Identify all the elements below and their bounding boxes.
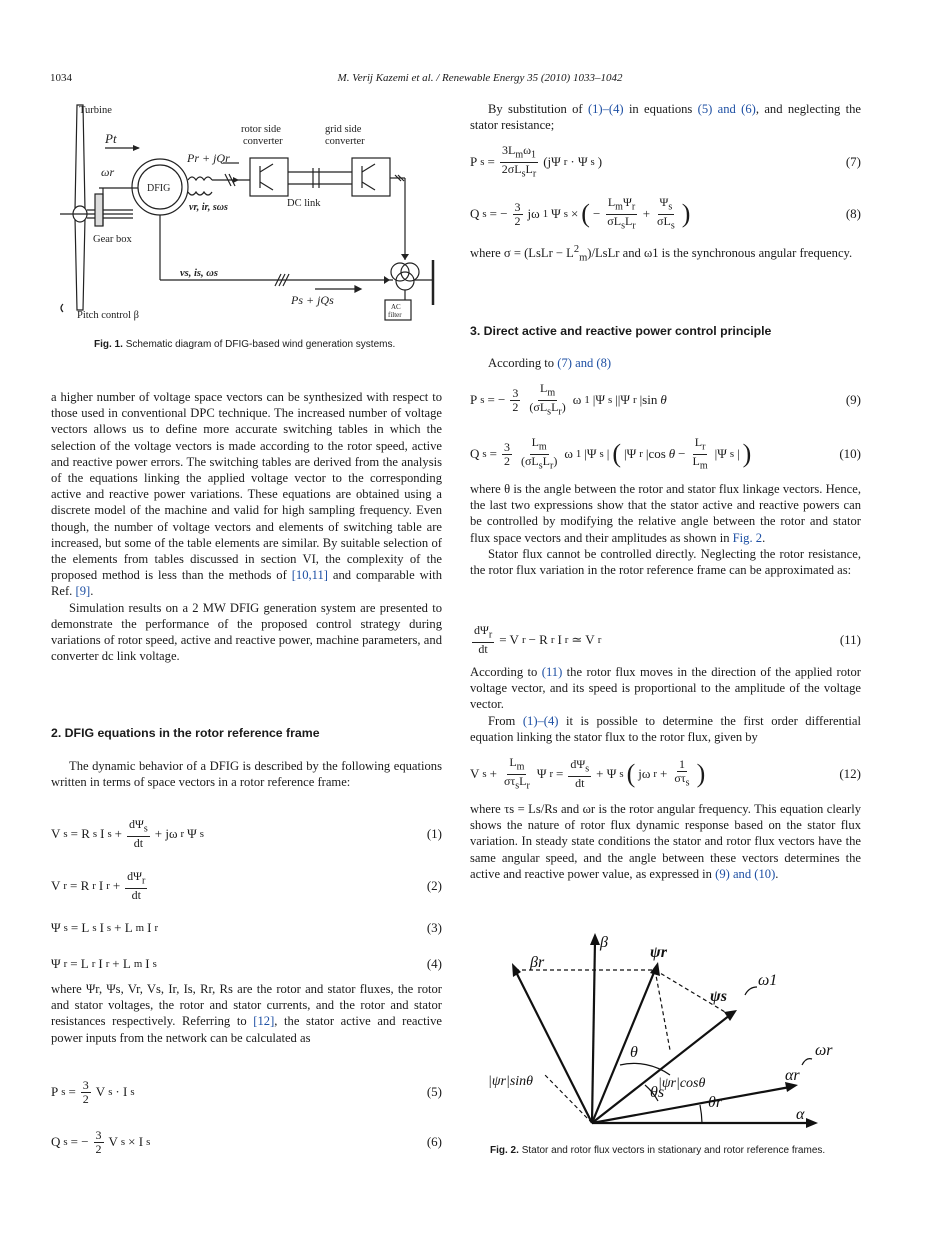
stator-flux-paragraph: Stator flux cannot be controlled directly. Neglecting the rotor resistance, the rotor flux variation in the rotor reference frame can be approximated as: (470, 546, 861, 578)
equation-6-number: (6) (426, 1134, 442, 1149)
equation-5: P s = $\frac{3}{2}$ V s · I s (5) (51, 1077, 442, 1106)
equation-8: Q s = − $\frac{3}{2}$ jω 1 Ψ s × ( − $\frac{L_m\Psi_r}{\sigma L_sL_r}$ + $\frac{\Psi_s}{\sigma L_s}$ ) (8) (470, 195, 861, 231)
section-2-heading: 2. DFIG equations in the rotor reference frame (51, 726, 320, 740)
substitution-paragraph: By substitution of (1)–(4) in equations (5) and (6), and neglecting the stator resistance; (470, 102, 861, 133)
fig1-label-rotor-side: rotor side (241, 124, 281, 135)
fig1-label-ps: Ps + jQs (291, 293, 334, 307)
fig2-caption-label: Fig. 2. (490, 1145, 519, 1156)
equation-4: Ψ r = L r I r + L m I s (4) (51, 956, 442, 971)
fig1-label-turbine: Turbine (79, 105, 112, 116)
equation-7: P s = $\frac{3L_m\omega_1}{2\sigma L_sL_r}$ (jΨ r · Ψ s ) (7) (470, 143, 861, 179)
equation-7-number: (7) (845, 154, 861, 169)
fig2-label-alpha: α (796, 1106, 805, 1123)
fig1-label-rotor-side-2: converter (243, 136, 283, 147)
fig1-label-vs: vs, is, ωs (180, 268, 218, 279)
ref-eq-5-6-link[interactable]: (5) and (6) (697, 102, 756, 116)
equation-1: V s = R s I s + $\frac{d\Psi_s}{dt}$ + jω r Ψ s (1) (51, 817, 442, 850)
equation-2: V r = R r I r + $\frac{d\Psi_r}{dt}$ (2) (51, 869, 442, 902)
equation-3: Ψ s = L s I s + L m I r (3) (51, 920, 442, 935)
equation-10: Q s = $\frac{3}{2}$ $\frac{L_m}{(\sigma L_sL_r)}$ ω 1 |Ψ s | ( |Ψ r |cos θ − $\frac{L_r}{L_m}$ |Ψ s | ) (10) (470, 435, 861, 471)
ref-12-link[interactable]: [12] (253, 1014, 275, 1029)
equation-12: V s + $\frac{L_m}{\sigma\tau_sL_r}$ Ψ r = $\frac{d\Psi_s}{dt}$ + Ψ s ( jω r + $\frac{1}{\sigma\tau_s}$ ) (12) (470, 755, 861, 791)
according-paragraph: According to (7) and (8) (488, 356, 612, 370)
page-number: 1034 (50, 72, 72, 84)
fig1-caption-text: Schematic diagram of DFIG-based wind generation systems. (125, 339, 396, 350)
equation-12-number: (12) (839, 766, 861, 781)
fig1-label-gear-box: Gear box (93, 234, 132, 245)
fig1-diagram (55, 100, 445, 328)
fig2-label-cos: |ψr|cosθ (658, 1076, 706, 1091)
fig2-label-theta: θ (630, 1044, 638, 1061)
fig1-label-vr: vr, ir, sωs (189, 202, 228, 213)
fig1-label-pt: Pt (105, 131, 117, 146)
equation-9-number: (9) (845, 392, 861, 407)
running-citation: M. Verij Kazemi et al. / Renewable Energy 35 (2010) 1033–1042 (337, 72, 623, 84)
fig1-label-dfig: DFIG (147, 183, 171, 194)
fig1-label-pitch: Pitch control β (77, 310, 139, 321)
fig1-caption-label: Fig. 1. (94, 339, 123, 350)
equation-11-number: (11) (839, 632, 861, 647)
ref-eq-1-4-link-2[interactable]: (1)–(4) (522, 713, 559, 728)
fig2-label-theta-r: θr (708, 1094, 723, 1111)
equation-3-number: (3) (426, 920, 442, 935)
fig1-label-filter: filter (388, 311, 402, 319)
ref-eq-11-link[interactable]: (11) (541, 665, 563, 679)
fig1-label-grid-side: grid side (325, 124, 362, 135)
fig1-label-ac: AC (391, 303, 401, 311)
fig2-caption (490, 1145, 825, 1156)
dynamic-paragraph: The dynamic behavior of a DFIG is described by the following equations written in terms of space vectors in a rotor reference frame: (51, 759, 442, 790)
equation-2-number: (2) (426, 878, 442, 893)
sigma-definition: where σ = (LsLr − $L^2_m$)/LsLr and ω1 is the synchronous angular frequency. (470, 244, 853, 264)
fig2-label-omega-r: ωr (815, 1042, 833, 1059)
equation-1-number: (1) (426, 826, 442, 841)
fig2-label-beta-r: βr (530, 954, 545, 971)
fig2-link[interactable]: Fig. 2 (732, 530, 763, 545)
rotor-flux-paragraph: According to (11) the rotor flux moves in the direction of the applied rotor voltage vector, and its speed is proportional to the amplitude of the voltage vector. From (1)–(4) it is possible to determine the first order differential equation linking the stator flux to the rotor flux, given by (470, 665, 861, 744)
fig1-label-pr: Pr + jQr (187, 151, 230, 165)
fig1-label-grid-side-2: converter (325, 136, 365, 147)
ref-10-11-link[interactable]: [10,11] (291, 568, 328, 583)
fig1-caption (94, 339, 395, 350)
fig2-label-psi-r: ψr (650, 944, 667, 961)
equation-6: Q s = − $\frac{3}{2}$ V s × I s (6) (51, 1127, 442, 1156)
ref-9-link[interactable]: [9] (75, 584, 91, 599)
equation-4-number: (4) (426, 956, 442, 971)
ref-eq-7-8-link[interactable]: (7) and (8) (557, 356, 612, 370)
equation-9: P s = − $\frac{3}{2}$ $\frac{L_m}{(\sigma L_sL_r)}$ ω 1 |Ψ s ||Ψ r |sin θ (9) (470, 381, 861, 417)
theta-paragraph: where θ is the angle between the rotor and stator flux linkage vectors. Hence, the last two expressions show that the stator active and reactive powers can be controlled by modifying the relative angle between the rotor and stator flux space vectors and their amplitudes as shown in Fig. 2. Stator flux cannot be controlled directly. Neglecting the rotor resistance, the rotor flux variation in the rotor reference frame can be approximated as: (470, 482, 861, 578)
equation-5-number: (5) (426, 1084, 442, 1099)
fig2-vector-diagram (480, 925, 840, 1135)
fig1-label-dc-link: DC link (287, 198, 321, 209)
fig2-label-omega1: ω1 (758, 972, 778, 989)
equation-8-number: (8) (845, 206, 861, 221)
equation-11: $\frac{d\Psi_r}{dt}$ = V r − R r I r ≃ V r (11) (474, 623, 861, 656)
equation-10-number: (10) (839, 446, 861, 461)
left-column-text (51, 389, 442, 664)
fig2-label-sin: |ψr|sinθ (488, 1074, 534, 1089)
intro-paragraph: a higher number of voltage space vectors can be synthesized with respect to those used in conventional DPC technique. The increased number of voltage vectors allows us to define more accurate switching tables in which the selection of the voltage vectors is made according to the rotor speed, active and reactive power errors. The switching tables are derived from the analysis of the equations linking the applied voltage vector to the corresponding active and reactive power variations. These equations are obtained using a discrete model of the machine and valid for high sampling frequency. Even though, the number of voltage vectors and elements of switching table are increased, but some of the table elements are similar. By suitable selection of the elements from tables discussed in section VI, the complexity of the proposed method is less than the methods of [10,11] and comparable with Ref. [9]. (51, 390, 442, 599)
fig2-label-theta-s: θs (650, 1084, 665, 1101)
fig2-label-alpha-r: αr (785, 1067, 800, 1084)
fig1-label-wr: ωr (101, 165, 115, 179)
fig2-caption-text: Stator and rotor flux vectors in stationary and rotor reference frames. (521, 1145, 826, 1156)
ref-eq-9-10-link[interactable]: (9) and (10) (715, 866, 776, 881)
ref-eq-1-4-link[interactable]: (1)–(4) (587, 102, 624, 116)
variables-paragraph: where Ψr, Ψs, Vr, Vs, Ir, Is, Rr, Rs are the rotor and stator fluxes, the rotor and stator voltages, the rotor and stator currents, and the rotor and stator resistances respectively. Referring to [12], the stator active and reactive power inputs from the network can be calculated as (51, 982, 442, 1045)
fig2-label-psi-s: ψs (710, 988, 727, 1005)
fig2-label-beta: β (600, 934, 608, 951)
simulation-paragraph: Simulation results on a 2 MW DFIG generation system are presented to demonstrate the performance of the proposed control strategy during variations of rotor speed, active and reactive power, machine parameters, and converter dc link voltage. (51, 600, 442, 664)
tau-paragraph: where τs = Ls/Rs and ωr is the rotor angular frequency. This equation clearly shows the nature of rotor flux dynamic response based on the stator flux variation. In steady state conditions the stator and rotor flux vectors have the same angular speed, and the angle between these vectors determines the active and reactive power value, as expressed in (9) and (10). (470, 802, 861, 881)
section-3-heading: 3. Direct active and reactive power control principle (470, 324, 772, 338)
